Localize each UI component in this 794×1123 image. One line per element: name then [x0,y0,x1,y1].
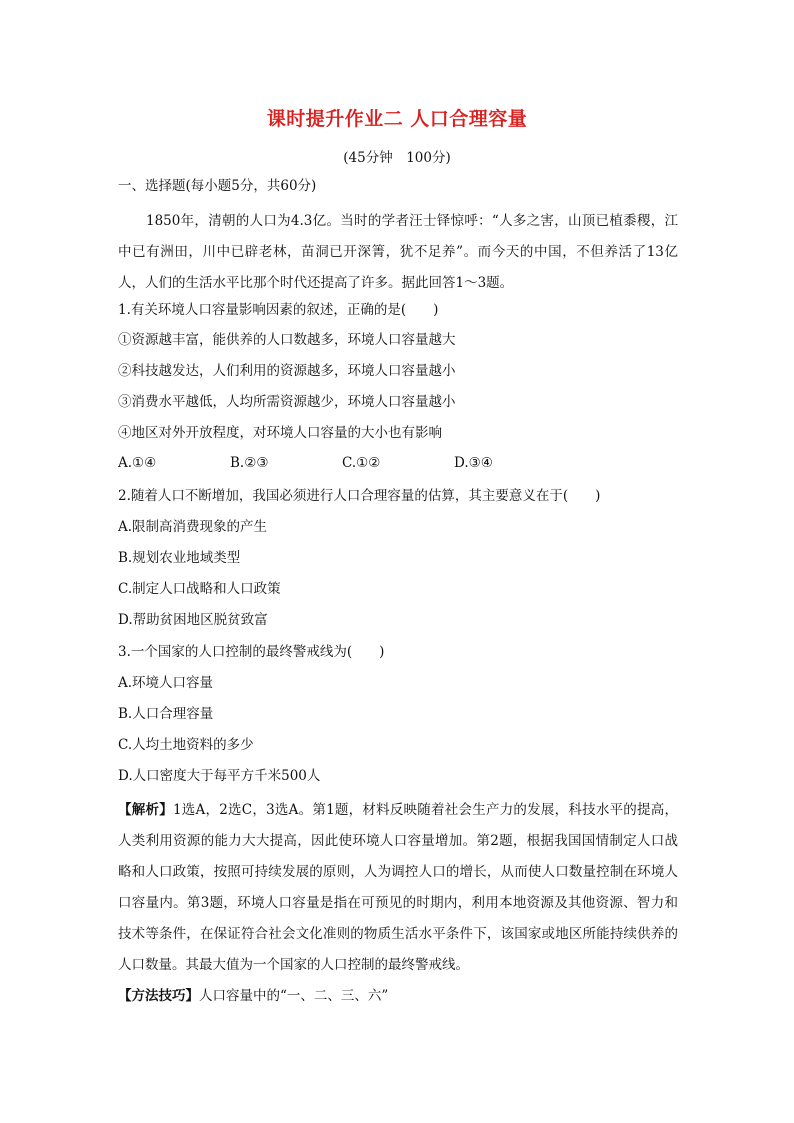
section-heading: 一、选择题(每小题5分，共60分) [118,178,317,194]
method-tips-text: 人口容量中的“一、二、三、六” [199,988,389,1004]
reading-material: 1850年，清朝的人口为4.3亿。当时的学者汪士铎惊呼：“人多之害，山顶已植黍稷，江中已有洲田，川中已辟老林，苗洞已开深箐，犹不足养”。而今天的中国，不但养活了13亿人，人们的生活水平比那个时代还提高了许多。据此回答1～3题。 [118,213,678,291]
method-tips-label: 【方法技巧】 [118,988,199,1004]
question-3-option-b: B.人口合理容量 [118,706,214,722]
question-1-option-c: C.①② [342,455,381,471]
question-1-item-3: ③消费水平越低，人均所需资源越少，环境人口容量越小 [118,394,456,410]
question-1-option-a: A.①④ [118,455,157,471]
method-tips [118,986,388,1006]
question-1-item-1: ①资源越丰富，能供养的人口数越多，环境人口容量越大 [118,332,456,348]
question-2-option-b: B.规划农业地域类型 [118,550,241,566]
exam-duration-score: (45分钟 100分) [343,150,451,166]
question-3-option-a: A.环境人口容量 [118,675,214,691]
question-1-options [118,455,678,475]
question-2-option-c: C.制定人口战略和人口政策 [118,581,281,597]
question-1-option-b: B.②③ [230,455,269,471]
question-3-stem: 3.一个国家的人口控制的最终警戒线为( ) [118,644,385,660]
analysis-text: 1选A，2选C，3选A。第1题，材料反映随着社会生产力的发展，科技水平的提高，人类利用资源的能力大大提高，因此使环境人口容量增加。第2题，根据我国国情制定人口战略和人口政策，按照可持续发展的原则，人为调控人口的增长，从而使人口数量控制在环境人口容量内。第3题，环境人口容量是指在可预见的时期内，利用本地资源及其他资源、智力和技术等条件，在保证符合社会文化准则的物质生活水平条件下，该国家或地区所能持续供养的人口数量。其最大值为一个国家的人口控制的最终警戒线。 [118,802,678,973]
page-title: 课时提升作业二 人口合理容量 [266,108,528,130]
analysis-label: 【解析】 [118,802,173,818]
question-3-option-c: C.人均土地资料的多少 [118,737,254,753]
question-3-option-d: D.人口密度大于每平方千米500人 [118,768,321,784]
question-1-stem: 1.有关环境人口容量影响因素的叙述，正确的是( ) [118,302,439,318]
question-1-item-2: ②科技越发达，人们利用的资源越多，环境人口容量越小 [118,363,456,379]
question-1-option-d: D.③④ [454,455,493,471]
question-1-item-4: ④地区对外开放程度，对环境人口容量的大小也有影响 [118,425,442,441]
analysis-block [118,795,678,981]
question-2-option-d: D.帮助贫困地区脱贫致富 [118,612,268,628]
question-2-stem: 2.随着人口不断增加，我国必须进行人口合理容量的估算，其主要意义在于( ) [118,488,601,504]
question-2-option-a: A.限制高消费现象的产生 [118,519,268,535]
